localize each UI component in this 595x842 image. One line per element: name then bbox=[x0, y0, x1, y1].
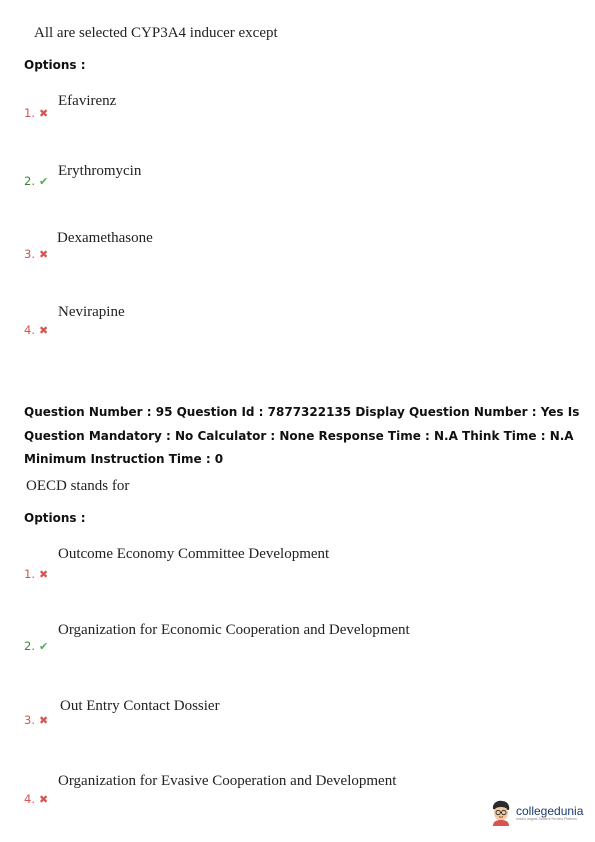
option-text: Erythromycin bbox=[58, 163, 142, 179]
logo-name: collegedunia bbox=[516, 803, 584, 818]
option-text: Out Entry Contact Dossier bbox=[60, 698, 220, 714]
wrong-mark-icon: ✖ bbox=[38, 107, 49, 120]
question-text: All are selected CYP3A4 inducer except bbox=[34, 25, 278, 41]
option-number: 2. ✔ bbox=[24, 639, 49, 653]
option-text: Organization for Evasive Cooperation and Development bbox=[58, 773, 397, 789]
wrong-mark-icon: ✖ bbox=[38, 324, 49, 337]
option-number: 3. ✖ bbox=[24, 247, 49, 261]
correct-check-icon: ✔ bbox=[38, 640, 49, 653]
wrong-mark-icon: ✖ bbox=[38, 248, 49, 261]
correct-check-icon: ✔ bbox=[38, 175, 49, 188]
options-label: Options : bbox=[24, 58, 86, 72]
option-text: Dexamethasone bbox=[57, 230, 153, 246]
option-text: Outcome Economy Committee Development bbox=[58, 546, 330, 562]
logo-tagline: India's largest Student Review Platform bbox=[516, 816, 577, 821]
option-number: 2. ✔ bbox=[24, 174, 49, 188]
options-label: Options : bbox=[24, 511, 86, 525]
student-mascot-icon bbox=[490, 800, 512, 826]
wrong-mark-icon: ✖ bbox=[38, 568, 49, 581]
collegedunia-logo bbox=[490, 800, 583, 826]
option-number: 1. ✖ bbox=[24, 106, 49, 120]
question-metadata: Question Number : 95 Question Id : 7877322135 Display Question Number : Yes Is Question Mandatory : No Calculator : None Response Time : N.A Think Time : N.A Minimum Instruction Time : 0 bbox=[24, 405, 580, 466]
option-number: 4. ✖ bbox=[24, 792, 49, 806]
option-text: Nevirapine bbox=[58, 304, 125, 320]
wrong-mark-icon: ✖ bbox=[38, 714, 49, 727]
option-number: 4. ✖ bbox=[24, 323, 49, 337]
option-text: Organization for Economic Cooperation and Development bbox=[58, 622, 410, 638]
wrong-mark-icon: ✖ bbox=[38, 793, 49, 806]
question-text: OECD stands for bbox=[26, 478, 130, 494]
option-number: 1. ✖ bbox=[24, 567, 49, 581]
option-text: Efavirenz bbox=[58, 93, 117, 109]
option-number: 3. ✖ bbox=[24, 713, 49, 727]
